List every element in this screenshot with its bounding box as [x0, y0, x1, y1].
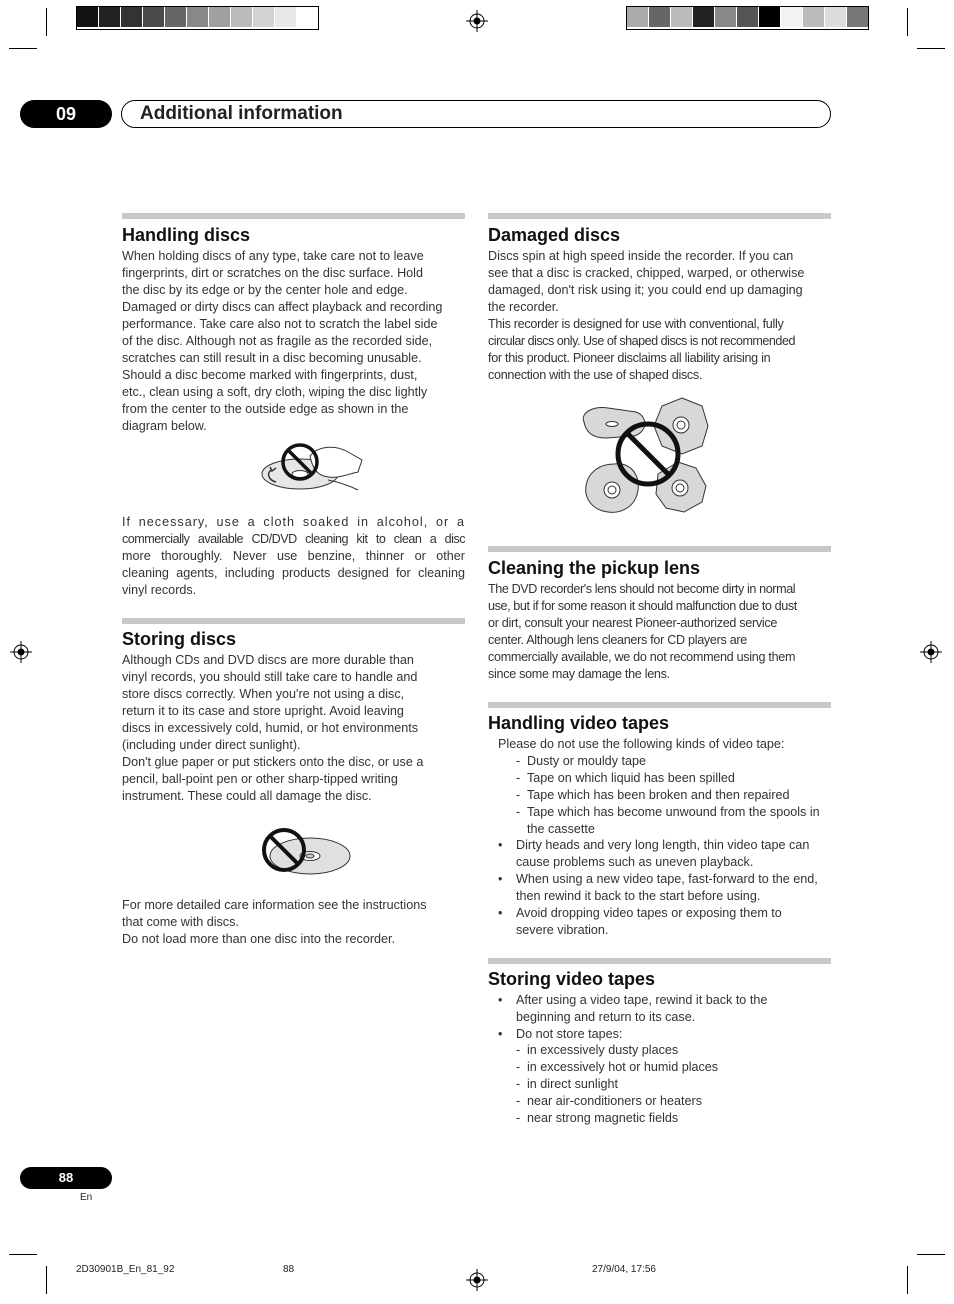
- section-divider: [122, 618, 465, 624]
- shaped-discs-illustration: [578, 394, 712, 518]
- care-info-paragraph: For more detailed care information see the instructions that come with discs. Do not load more than one disc into the recorder.: [122, 898, 427, 946]
- storing-discs-paragraph: Although CDs and DVD discs are more durable than vinyl records, you should still take care to handle and store discs correctly. When you're not using a disc, return it to its case and store upright. Avoid leaving discs in excessively cold, humid, or hot environments (including under direct sunlight). Don't glue paper or put stickers onto the disc, or use a pencil, ball-point pen or other sharp-tipped writing instrument. These could all damage the disc.: [122, 653, 424, 803]
- crop-mark: [907, 1266, 908, 1294]
- list-item: • After using a video tape, rewind it back to the beginning and return to its case.: [516, 992, 816, 1026]
- chapter-title: Additional information: [121, 100, 831, 128]
- page-language: En: [80, 1192, 93, 1203]
- section-divider: [488, 213, 831, 219]
- list-item: - Tape which has become unwound from the spools in the cassette: [527, 804, 833, 838]
- prohibited-icon: [618, 424, 678, 484]
- crop-mark: [9, 48, 37, 49]
- tape-issues-list: [527, 753, 833, 838]
- gray-swatch-strip-right: [626, 6, 869, 30]
- registration-mark-icon: [10, 641, 32, 663]
- cleaning-lens-paragraph: The DVD recorder's lens should not become dirty in normal use, but if for some reason it should malfunction due to dust or dirt, consult your nearest Pioneer-authorized service center. Although lens cleaners for CD players are commercially available, we do not recommend using them since some may damage the lens.: [488, 582, 797, 681]
- storage-places-list: [527, 1042, 827, 1127]
- gray-swatch-strip-left: [76, 6, 319, 30]
- list-item: - near air-conditioners or heaters: [527, 1093, 827, 1110]
- crop-mark: [9, 1254, 37, 1255]
- disc-wipe-illustration: [258, 436, 366, 496]
- storing-tapes-list: [516, 992, 816, 1043]
- section-divider: [488, 958, 831, 964]
- list-item: - near strong magnetic fields: [527, 1110, 827, 1127]
- handling-discs-paragraph: When holding discs of any type, take care not to leave fingerprints, dirt or scratches on the disc surface. Hold the disc by its edge or by the center hole and edge. Damaged or dirty discs can affect playback and recording performance. Take care also not to scratch the label side of the disc. Although not as fragile as the recorded side, scratches can still result in a disc becoming unusable. Should a disc become marked with fingerprints, dust, etc., clean using a soft, dry cloth, wiping the disc lightly from the center to the outside edge as shown in the diagram below.: [122, 249, 443, 433]
- list-item: - Dusty or mouldy tape: [527, 753, 833, 770]
- heading-handling-tapes: Handling video tapes: [488, 713, 670, 733]
- crop-mark: [907, 8, 908, 36]
- section-divider: [488, 546, 831, 552]
- list-item: - Tape which has been broken and then repaired: [527, 787, 833, 804]
- registration-mark-icon: [466, 10, 488, 32]
- heading-handling-discs: Handling discs: [122, 225, 251, 245]
- list-item: • Dirty heads and very long length, thin video tape can cause problems such as uneven playback.: [516, 837, 822, 871]
- list-item: • Do not store tapes:: [516, 1026, 816, 1043]
- heading-damaged-discs: Damaged discs: [488, 225, 621, 245]
- section-divider: [122, 213, 465, 219]
- section-divider: [488, 702, 831, 708]
- tape-tips-list: [516, 837, 822, 939]
- list-item: • Avoid dropping video tapes or exposing them to severe vibration.: [516, 905, 822, 939]
- crop-mark: [46, 8, 47, 36]
- registration-mark-icon: [920, 641, 942, 663]
- crop-mark: [917, 48, 945, 49]
- disc-sticker-illustration: [260, 824, 352, 878]
- list-item: - in excessively hot or humid places: [527, 1059, 827, 1076]
- list-item: - in excessively dusty places: [527, 1042, 827, 1059]
- list-item: - in direct sunlight: [527, 1076, 827, 1093]
- list-item: • When using a new video tape, fast-forward to the end, then rewind it back to the start before using.: [516, 871, 822, 905]
- list-item: - Tape on which liquid has been spilled: [527, 770, 833, 787]
- crop-mark: [46, 1266, 47, 1294]
- footer-file-name: 2D30901B_En_81_92: [76, 1264, 175, 1275]
- tapes-intro: Please do not use the following kinds of video tape:: [498, 737, 785, 751]
- heading-cleaning-lens: Cleaning the pickup lens: [488, 558, 701, 578]
- heading-storing-tapes: Storing video tapes: [488, 969, 656, 989]
- footer-date: 27/9/04, 17:56: [592, 1264, 656, 1275]
- heading-storing-discs: Storing discs: [122, 629, 237, 649]
- cleaning-alcohol-paragraph: If necessary, use a cloth soaked in alcohol, or a commercially available CD/DVD cleaning kit to clean a disc more thoroughly. Never use benzine, thinner or other cleaning agents, including products designed for cleaning vinyl records.: [122, 515, 465, 597]
- registration-mark-icon: [466, 1269, 488, 1291]
- chapter-number: 09: [20, 100, 112, 128]
- damaged-discs-paragraph: Discs spin at high speed inside the recorder. If you can see that a disc is cracked, chipped, warped, or otherwise damaged, don't risk using it; you could end up damaging the recorder. This recorder is designed for use with conventional, fully circular discs only. Use of shaped discs is not recommended for this product. Pioneer disclaims all liability arising in connection with the use of shaped discs.: [488, 249, 805, 382]
- crop-mark: [917, 1254, 945, 1255]
- page-number: 88: [20, 1167, 112, 1189]
- footer-page: 88: [283, 1264, 295, 1275]
